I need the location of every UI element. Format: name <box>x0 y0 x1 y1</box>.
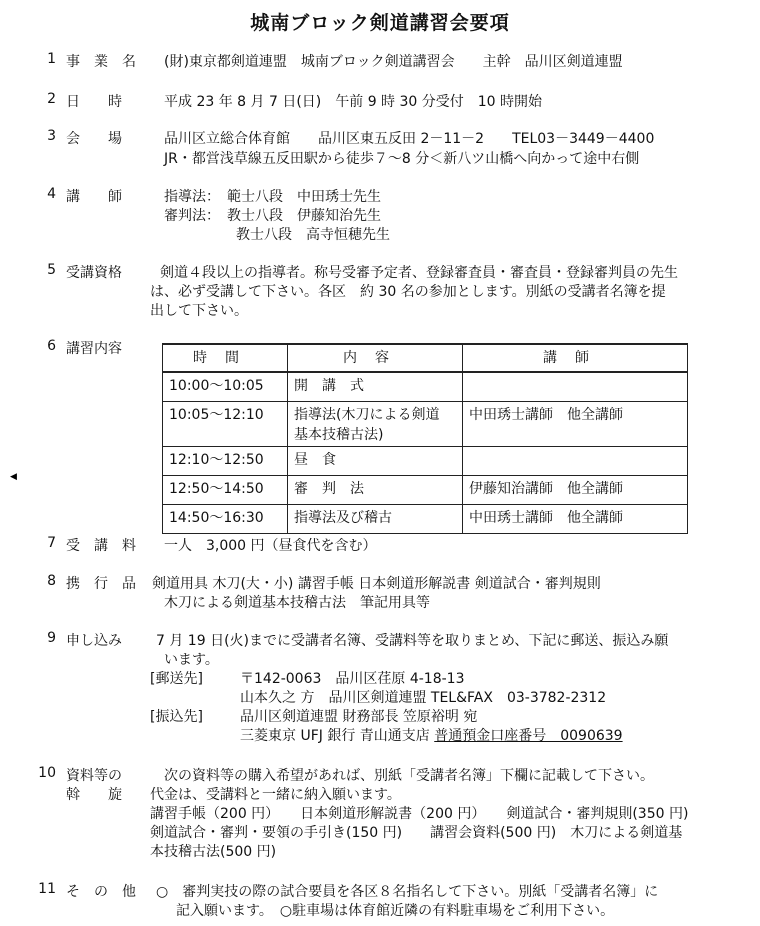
materials-prices: 講習手帳（200 円） 日本剣道形解説書（200 円） 剣道試合・審判規則(350 円) <box>150 806 689 822</box>
items-text: 剣道用具 木刀(大・小) 講習手帳 日本剣道形解説書 剣道試合・審判規則 <box>152 576 601 592</box>
venue-address: 品川区立総合体育館 品川区東五反田 2－11－2 TEL03－3449－4400 <box>164 131 655 147</box>
header-instructor: 講師 <box>463 344 688 372</box>
row-content: 審 判 法 <box>288 476 463 505</box>
section-number: 4 <box>47 186 56 202</box>
row-time: 12:50～14:50 <box>163 476 288 505</box>
instructor-line: 指導法： 範士八段 中田琇士先生 <box>164 189 381 205</box>
header-content: 内容 <box>288 344 463 372</box>
eligibility-text: は、必ず受講して下さい。各区 約 30 名の参加とします。別紙の受講者名簿を提 <box>150 284 666 300</box>
section-label-datetime: 日 時 <box>66 94 122 110</box>
schedule-table <box>162 343 688 534</box>
row-content-line: 基本技稽古法) <box>294 427 384 443</box>
table-row <box>163 447 688 476</box>
section-label-program: 講習内容 <box>66 341 122 357</box>
materials-prices: 剣道試合・審判・要領の手引き(150 円) 講習会資料(500 円) 木刀による剣道基 <box>150 825 683 841</box>
venue-access: JR・都営浅草線五反田駅から徒歩７～8 分＜新八ツ山橋へ向かって途中右側 <box>164 151 640 167</box>
row-time: 14:50～16:30 <box>163 505 288 534</box>
datetime-text: 平成 23 年 8 月 7 日(日) 午前 9 時 30 分受付 10 時開始 <box>164 94 543 110</box>
materials-prices: 本技稽古法(500 円) <box>150 844 277 860</box>
row-instructor: 伊藤知治講師 他全講師 <box>463 476 688 505</box>
materials-text: 次の資料等の購入希望があれば、別紙「受講者名簿」下欄に記載して下さい。 <box>164 768 654 784</box>
mail-address: 〒142-0063 品川区荏原 4-18-13 <box>240 671 465 687</box>
section-number: 6 <box>47 338 56 354</box>
mail-label: [郵送先] <box>150 671 203 687</box>
mail-contact: 山本久之 方 品川区剣道連盟 TEL&FAX 03-3782-2312 <box>240 690 607 706</box>
section-label-materials-2: 斡 旋 <box>66 787 122 803</box>
transfer-label: [振込先] <box>150 709 203 725</box>
margin-mark-icon: ◀ <box>10 472 17 482</box>
table-row <box>163 402 688 447</box>
section-number: 1 <box>47 51 56 67</box>
other-text: ○ 審判実技の際の試合要員を各区８名指名して下さい。別紙「受講者名簿」に <box>156 884 659 900</box>
section-number: 10 <box>38 765 56 781</box>
section-label-other: そ の 他 <box>66 884 136 900</box>
section-label-fee: 受 講 料 <box>66 538 136 554</box>
table-row <box>163 505 688 534</box>
row-time: 12:10～12:50 <box>163 447 288 476</box>
organizer-text: (財)東京都剣道連盟 城南ブロック剣道講習会 主幹 品川区剣道連盟 <box>164 54 623 70</box>
row-time: 10:05～12:10 <box>163 402 288 447</box>
transfer-recipient: 品川区剣道連盟 財務部長 笠原裕明 宛 <box>240 709 478 725</box>
table-row <box>163 372 688 402</box>
row-instructor <box>463 372 688 402</box>
section-number: 8 <box>47 573 56 589</box>
row-content: 開 講 式 <box>288 372 463 402</box>
eligibility-text: 剣道４段以上の指導者。称号受審予定者、登録審査員・審査員・登録審判員の先生 <box>160 265 678 281</box>
row-content: 昼 食 <box>288 447 463 476</box>
section-label-venue: 会 場 <box>66 131 122 147</box>
table-row <box>163 476 688 505</box>
row-instructor: 中田琇士講師 他全講師 <box>463 402 688 447</box>
row-content <box>288 402 463 447</box>
section-label-application: 申し込み <box>66 633 122 649</box>
section-number: 7 <box>47 535 56 551</box>
bank-name: 三菱東京 UFJ 銀行 青山通支店 <box>240 728 435 744</box>
page-title: 城南ブロック剣道講習会要項 <box>250 12 510 34</box>
row-time: 10:00～10:05 <box>163 372 288 402</box>
materials-text: 代金は、受講料と一緒に納入願います。 <box>150 787 401 803</box>
instructor-line: 審判法： 教士八段 伊藤知治先生 <box>164 208 381 224</box>
application-text: 7 月 19 日(火)までに受講者名簿、受講料等を取りまとめ、下記に郵送、振込み願 <box>156 633 669 649</box>
row-content-line: 指導法(木刀による剣道 <box>294 407 440 423</box>
section-label-organizer: 事 業 名 <box>66 54 136 70</box>
eligibility-text: 出して下さい。 <box>150 303 248 319</box>
row-instructor: 中田琇士講師 他全講師 <box>463 505 688 534</box>
header-time: 時間 <box>163 344 288 372</box>
other-text: 記入願います。 ○駐車場は体育館近隣の有料駐車場をご利用下さい。 <box>176 903 615 919</box>
section-label-instructors: 講 師 <box>66 189 122 205</box>
section-number: 2 <box>47 91 56 107</box>
section-label-items: 携 行 品 <box>66 576 136 592</box>
section-label-eligibility: 受講資格 <box>66 265 122 281</box>
transfer-bank <box>240 725 623 745</box>
row-instructor <box>463 447 688 476</box>
section-number: 3 <box>47 128 56 144</box>
fee-text: 一人 3,000 円（昼食代を含む） <box>164 538 377 554</box>
account-number: 普通預金口座番号 0090639 <box>434 728 623 744</box>
section-number: 11 <box>38 881 56 897</box>
section-number: 9 <box>47 630 56 646</box>
section-number: 5 <box>47 262 56 278</box>
row-content: 指導法及び稽古 <box>288 505 463 534</box>
table-header-row <box>163 344 688 372</box>
application-text: います。 <box>164 652 219 668</box>
instructor-line: 教士八段 高寺恒穂先生 <box>236 227 390 243</box>
items-text: 木刀による剣道基本技稽古法 筆記用具等 <box>164 595 430 611</box>
section-label-materials: 資料等の <box>66 768 122 784</box>
